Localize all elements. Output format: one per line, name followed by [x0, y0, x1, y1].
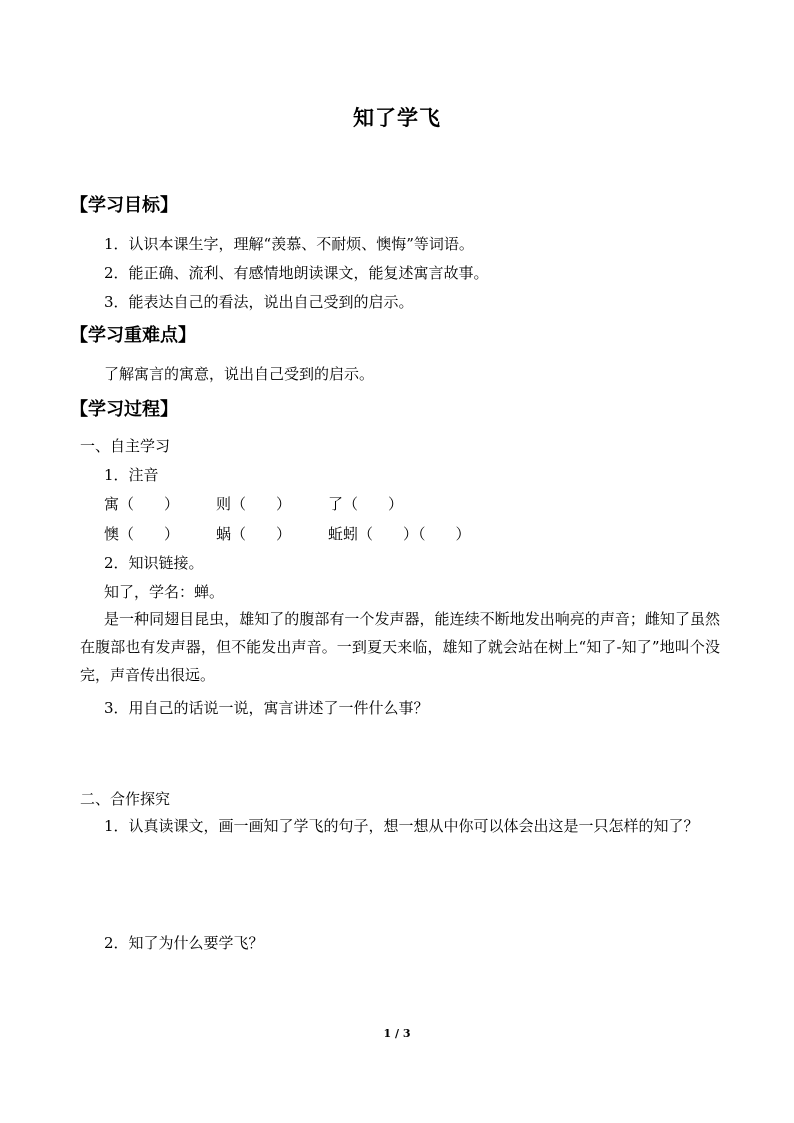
knowledge-link-line: 知了，学名：蝉。	[104, 583, 225, 601]
pinyin-item: 了（ ）	[328, 495, 404, 513]
part2-title: 二、合作探究	[80, 790, 171, 808]
part2-question-2: 2．知了为什么要学飞？	[104, 934, 264, 952]
pinyin-item: 则（ ）	[216, 495, 292, 513]
pinyin-item: 蜗（ ）	[216, 525, 292, 543]
pinyin-item: 懊（ ）	[104, 525, 180, 543]
objective-item-2: 2．能正确、流利、有感情地朗读课文，能复述寓言故事。	[104, 264, 489, 282]
part1-title: 一、自主学习	[80, 437, 171, 455]
page-number: 1 / 3	[383, 1027, 411, 1040]
pinyin-item: 蚯蚓（ ）（ ）	[328, 525, 471, 543]
objective-item-3: 3．能表达自己的看法，说出自己受到的启示。	[104, 293, 414, 311]
pinyin-item: 寓（ ）	[104, 495, 180, 513]
key-points-text: 了解寓言的寓意，说出自己受到的启示。	[104, 365, 375, 383]
knowledge-link-paragraph: 是一种同翅目昆虫，雄知了的腹部有一个发声器，能连续不断地发出响亮的声音；雌知了虽然在腹部也有发声器，但不能发出声音。一到夏天来临，雄知了就会站在树上“知了-知了”地叫个没完，声音传出很远。	[80, 610, 720, 684]
key-points-heading: 【学习重难点】	[70, 325, 196, 346]
process-heading: 【学习过程】	[70, 399, 178, 420]
page-title: 知了学飞	[353, 105, 441, 130]
objective-item-1: 1．认识本课生字，理解“羡慕、不耐烦、懊悔”等词语。	[104, 235, 474, 253]
part1-question-3: 3．用自己的话说一说，寓言讲述了一件什么事？	[104, 699, 429, 717]
objectives-heading: 【学习目标】	[70, 195, 178, 216]
part2-question-1: 1．认真读课文，画一画知了学飞的句子，想一想从中你可以体会出这是一只怎样的知了？	[104, 817, 699, 835]
part1-question-1: 1．注音	[104, 466, 159, 484]
part1-question-2: 2．知识链接。	[104, 554, 204, 572]
